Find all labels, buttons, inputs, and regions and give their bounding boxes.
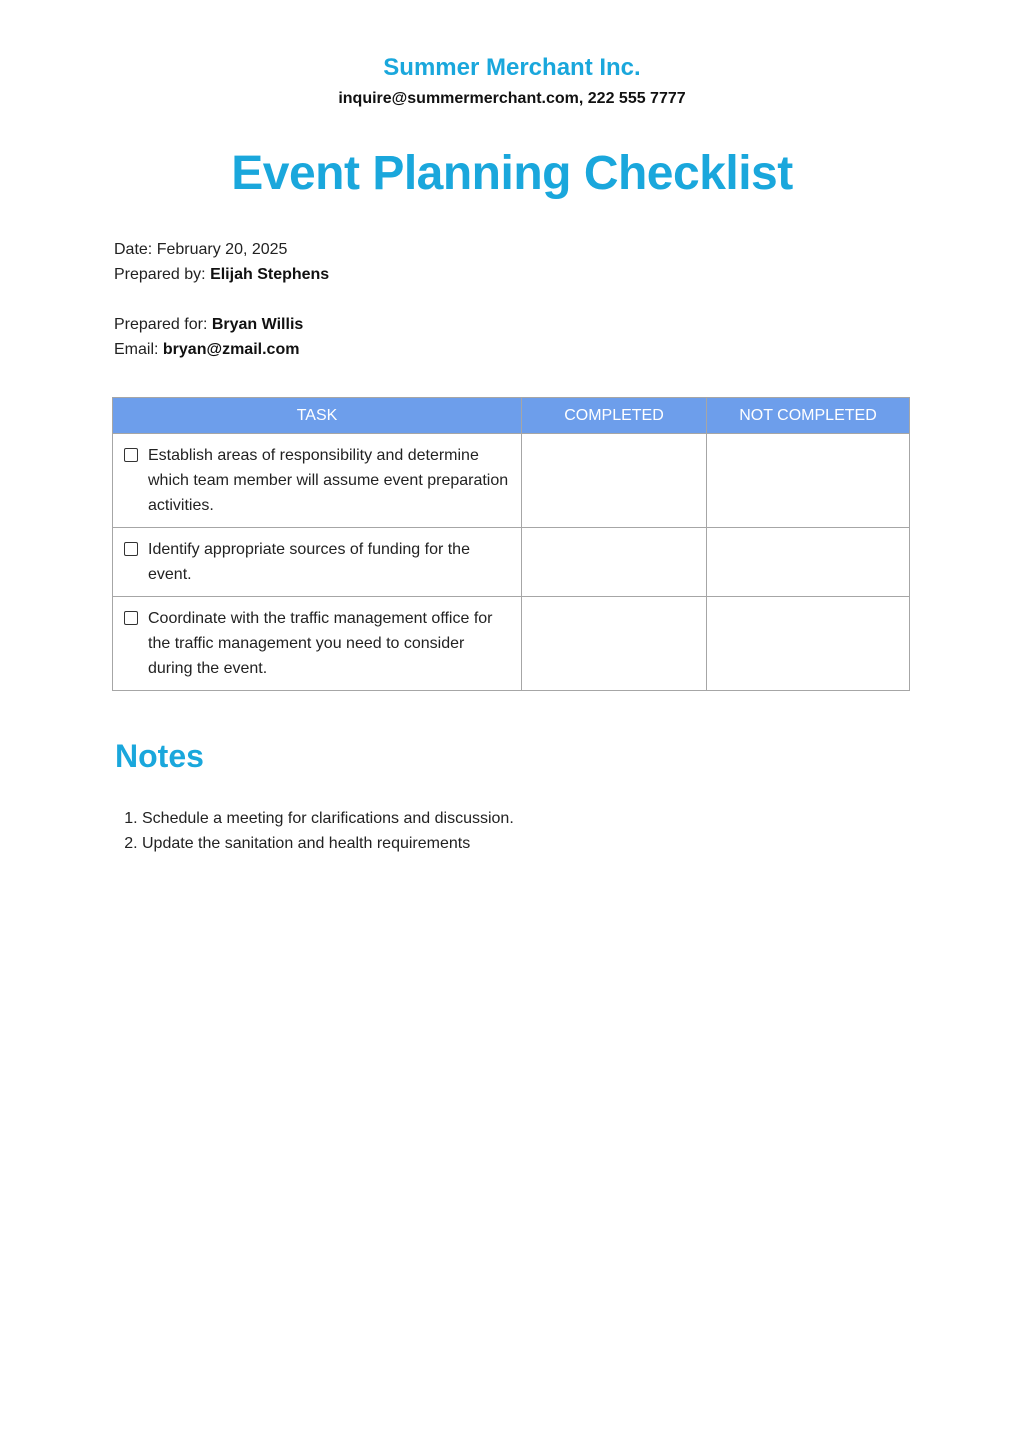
email-label: Email:	[114, 341, 159, 358]
task-text: Coordinate with the traffic management office for the traffic management you need to consider during the event.	[148, 610, 493, 677]
task-table	[112, 397, 910, 691]
header-task: TASK	[113, 398, 522, 434]
page-title: Event Planning Checklist	[231, 147, 793, 200]
email-value: bryan@zmail.com	[162, 341, 300, 358]
list-item: 1. Schedule a meeting for clarifications and discussion.	[142, 806, 514, 831]
meta-block-prepared	[114, 237, 329, 287]
company-contact: inquire@summermerchant.com, 222 555 7777	[338, 90, 686, 107]
not-completed-cell[interactable]	[707, 434, 910, 528]
task-cell	[113, 528, 522, 597]
header-completed: COMPLETED	[522, 398, 707, 434]
task-checkbox[interactable]	[124, 542, 138, 556]
email-line	[114, 337, 303, 362]
date-label: Date:	[114, 241, 153, 258]
notes-list	[114, 806, 514, 856]
task-text: Identify appropriate sources of funding for the event.	[148, 541, 470, 583]
completed-cell[interactable]	[522, 597, 707, 691]
table-row	[113, 528, 910, 597]
prepared-for-line	[114, 312, 303, 337]
task-checkbox[interactable]	[124, 611, 138, 625]
completed-cell[interactable]	[522, 434, 707, 528]
prepared-for-value: Bryan Willis	[211, 316, 304, 333]
task-cell	[113, 597, 522, 691]
not-completed-cell[interactable]	[707, 528, 910, 597]
list-item: 2. Update the sanitation and health requirements	[142, 831, 514, 856]
notes-heading: Notes	[115, 738, 204, 774]
prepared-for-label: Prepared for:	[114, 316, 208, 333]
prepared-by-label: Prepared by:	[114, 266, 206, 283]
meta-block-recipient	[114, 312, 303, 362]
table-header-row	[113, 398, 910, 434]
task-checkbox[interactable]	[124, 448, 138, 462]
date-line	[114, 237, 329, 262]
task-text: Establish areas of responsibility and determine which team member will assume event preparation activities.	[148, 447, 509, 514]
table-row	[113, 597, 910, 691]
not-completed-cell[interactable]	[707, 597, 910, 691]
header-not-completed: NOT COMPLETED	[707, 398, 910, 434]
completed-cell[interactable]	[522, 528, 707, 597]
prepared-by-line	[114, 262, 329, 287]
date-value: February 20, 2025	[156, 241, 288, 258]
table-row	[113, 434, 910, 528]
prepared-by-value: Elijah Stephens	[210, 266, 330, 283]
company-name: Summer Merchant Inc.	[383, 54, 641, 81]
task-cell	[113, 434, 522, 528]
